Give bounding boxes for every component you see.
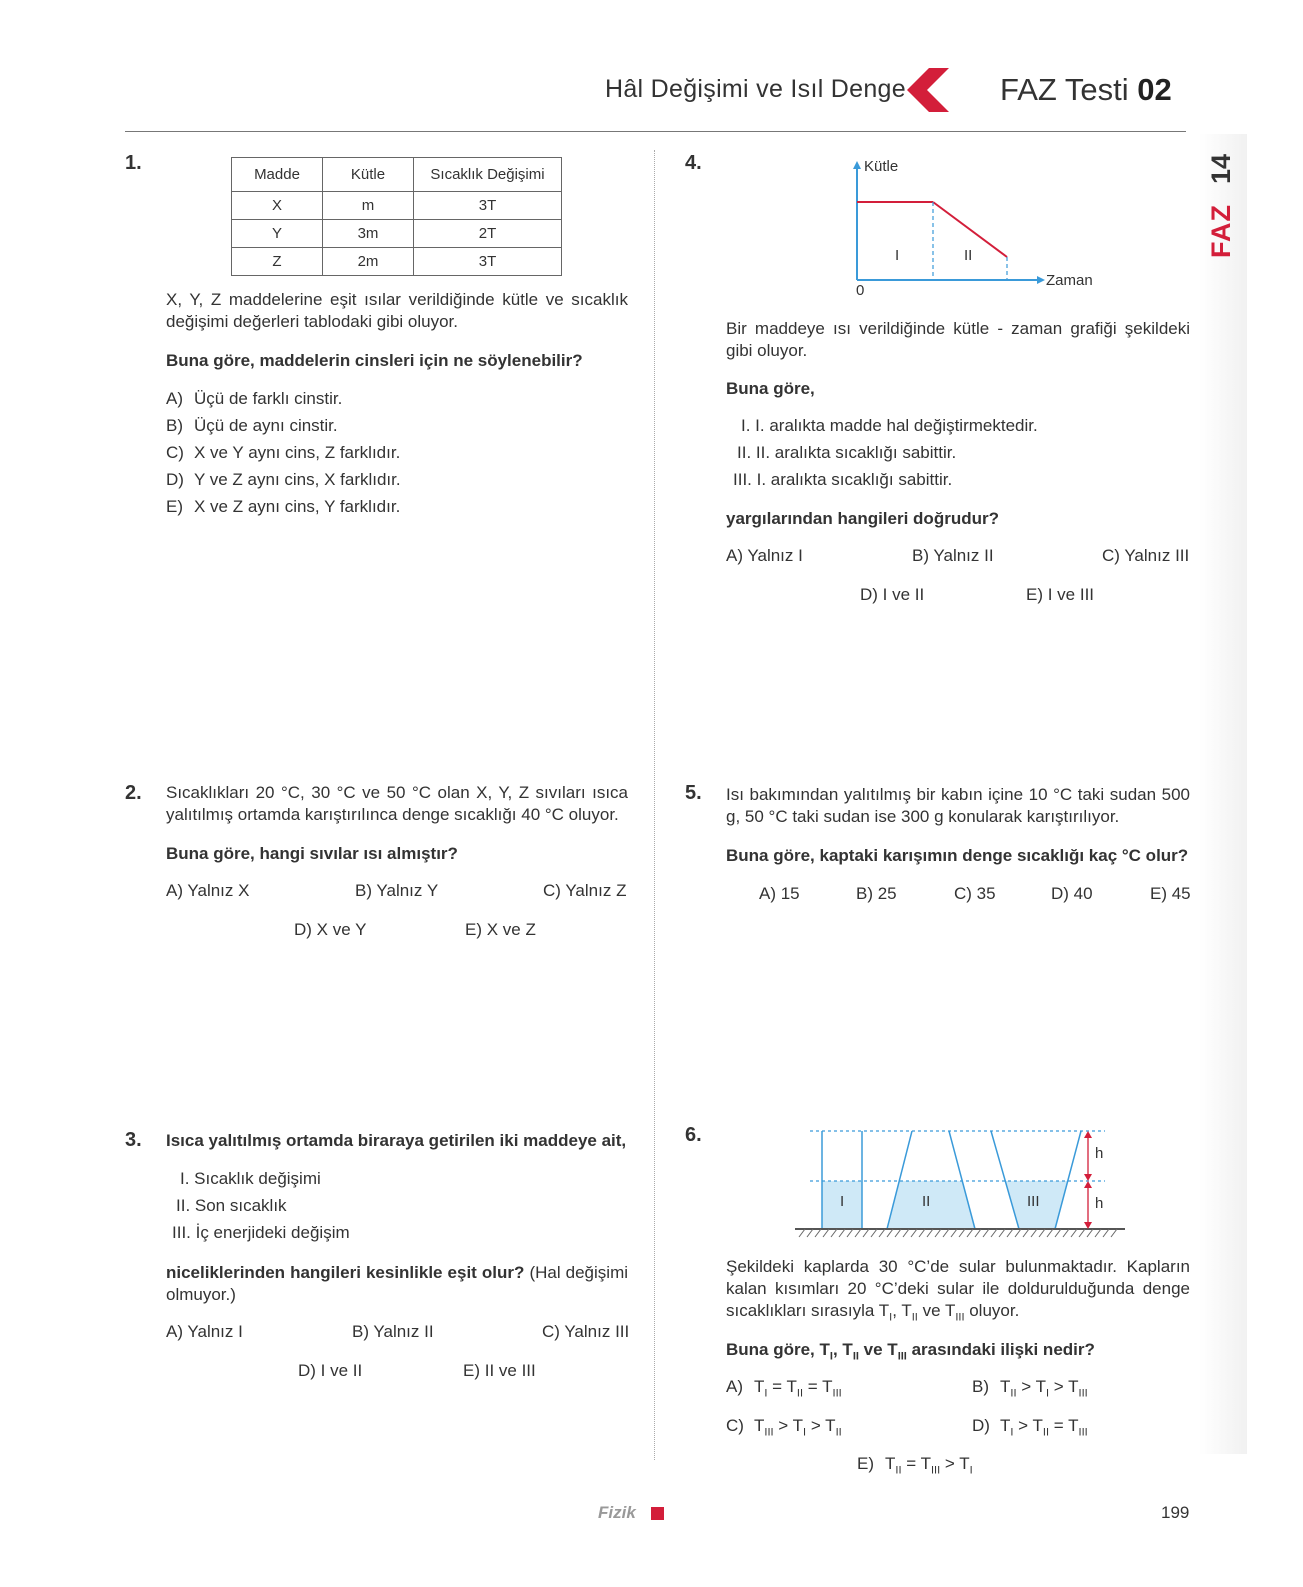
- question-5-number: 5.: [685, 782, 702, 804]
- q6-h-bottom-label: h: [1095, 1195, 1104, 1212]
- table-cell: Y: [232, 220, 323, 248]
- q2-option-e[interactable]: E) X ve Z: [465, 920, 536, 939]
- q6-h-top-label: h: [1095, 1145, 1104, 1162]
- q3-option-b[interactable]: B) Yalnız II: [352, 1322, 434, 1341]
- q3-item-1: I. Sıcaklık değişimi: [180, 1169, 321, 1188]
- q4-item-2: II. II. aralıkta sıcaklığı sabittir.: [737, 443, 957, 462]
- table-cell: 2T: [414, 220, 562, 248]
- q4-option-a[interactable]: A) Yalnız I: [726, 546, 803, 565]
- q6-containers-figure: [795, 1125, 1150, 1240]
- q4-item-1: I. I. aralıkta madde hal değiştirmektedir.: [741, 416, 1038, 435]
- q4-region-1-label: I: [895, 247, 900, 264]
- q1-option-b[interactable]: B) Üçü de aynı cinstir.: [166, 416, 338, 435]
- q6-container-3-label: III: [1027, 1193, 1040, 1210]
- q4-item-3: III. I. aralıkta sıcaklığı sabittir.: [733, 470, 953, 489]
- q6-container-2-label: II: [922, 1193, 931, 1210]
- table-header: Sıcaklık Değişimi: [414, 158, 562, 192]
- table-cell: 3m: [323, 220, 414, 248]
- table-cell: m: [323, 192, 414, 220]
- q3-option-c[interactable]: C) Yalnız III: [542, 1322, 630, 1341]
- q6-option-a[interactable]: A) $T_I = T_{II} = T_{III}$: [726, 1377, 842, 1400]
- table-row: [232, 220, 562, 248]
- q5-option-c[interactable]: C) 35: [954, 884, 996, 903]
- q6-option-d[interactable]: D) $T_I > T_{II} = T_{III}$: [972, 1416, 1088, 1439]
- q5-option-a[interactable]: A) 15: [759, 884, 800, 903]
- q3-option-a[interactable]: A) Yalnız I: [166, 1322, 243, 1341]
- chapter-subtitle: Hâl Değişimi ve Isıl Denge: [605, 75, 906, 103]
- q3-question: [166, 1262, 628, 1306]
- table-header-row: [232, 158, 562, 192]
- page-number: 199: [1161, 1503, 1190, 1522]
- table-row: [232, 248, 562, 276]
- q2-option-c[interactable]: C) Yalnız Z: [543, 881, 627, 900]
- test-number: 02: [1137, 72, 1172, 107]
- q3-option-e[interactable]: E) II ve III: [463, 1361, 536, 1380]
- table-cell: X: [232, 192, 323, 220]
- q3-question-note: (Hal değişimi olmuyor.): [166, 1263, 629, 1304]
- footer-square-icon: [651, 1507, 664, 1520]
- q6-question: Buna göre, $T_I$, $T_{II}$ ve $T_{III}$ arasındaki ilişki nedir?: [726, 1340, 1095, 1363]
- question-6-number: 6.: [685, 1124, 702, 1146]
- q3-item-3: III. İç enerjideki değişim: [172, 1223, 350, 1242]
- q1-text: X, Y, Z maddelerine eşit ısılar verildiğinde kütle ve sıcaklık değişimi değerleri tablodaki gibi oluyor.: [166, 290, 628, 331]
- question-2-number: 2.: [125, 782, 142, 804]
- q1-option-c[interactable]: C) X ve Y aynı cins, Z farklıdır.: [166, 443, 401, 462]
- q3-question-bold: niceliklerinden hangileri kesinlikle eşit olur?: [166, 1263, 525, 1282]
- table-cell: Z: [232, 248, 323, 276]
- q6-container-1-label: I: [840, 1193, 845, 1210]
- test-title: [1000, 72, 1172, 108]
- chevron-logo-icon: [905, 66, 951, 114]
- question-3-number: 3.: [125, 1129, 142, 1151]
- q1-option-d[interactable]: D) Y ve Z aynı cins, X farklıdır.: [166, 470, 401, 489]
- q4-region-2-label: II: [964, 247, 973, 264]
- q6-option-e[interactable]: E) $T_{II} = T_{III} > T_I$: [857, 1454, 973, 1477]
- side-tab: [1199, 134, 1247, 1454]
- test-label: FAZ Testi: [1000, 72, 1129, 107]
- q4-option-b[interactable]: B) Yalnız II: [912, 546, 994, 565]
- q6-option-b[interactable]: B) $T_{II} > T_I > T_{III}$: [972, 1377, 1088, 1400]
- table-header: Kütle: [323, 158, 414, 192]
- q6-option-c[interactable]: C) $T_{III} > T_I > T_{II}$: [726, 1416, 842, 1439]
- q4-x-axis-label: Zaman: [1046, 272, 1093, 289]
- footer-subject: Fizik: [598, 1503, 636, 1522]
- q4-question: yargılarından hangileri doğrudur?: [726, 509, 999, 528]
- table-cell: 3T: [414, 192, 562, 220]
- q3-intro: Isıca yalıtılmış ortamda biraraya getirilen iki maddeye ait,: [166, 1131, 627, 1150]
- q5-option-d[interactable]: D) 40: [1051, 884, 1093, 903]
- q3-option-d[interactable]: D) I ve II: [298, 1361, 363, 1380]
- side-logo: FAZ: [1206, 204, 1236, 258]
- q1-option-a[interactable]: A) Üçü de farklı cinstir.: [166, 389, 343, 408]
- q2-option-a[interactable]: A) Yalnız X: [166, 881, 250, 900]
- q1-option-e[interactable]: E) X ve Z aynı cins, Y farklıdır.: [166, 497, 401, 516]
- header-rule: [125, 131, 1186, 132]
- q4-y-axis-label: Kütle: [864, 158, 899, 175]
- q3-item-2: II. Son sıcaklık: [176, 1196, 287, 1215]
- q4-text: Bir maddeye ısı verildiğinde kütle - zaman grafiği şekildeki gibi oluyor.: [726, 319, 1190, 360]
- q2-text: Sıcaklıkları 20 °C, 30 °C ve 50 °C olan X, Y, Z sıvıları ısıca yalıtılmış ortamda karıştırılınca denge sıcaklığı 40 °C oluyor.: [166, 783, 628, 824]
- q6-text: Şekildeki kaplarda 30 °C’de sular bulunmaktadır. Kapların kalan kısımları 20 °C’deki sular ile doldurulduğunda denge sıcaklıkları sırasıyla $T_I$, $T_{II}$ ve $T_{III}$ oluyor.: [726, 1257, 1190, 1324]
- q2-option-b[interactable]: B) Yalnız Y: [355, 881, 439, 900]
- q5-option-b[interactable]: B) 25: [856, 884, 897, 903]
- q4-option-c[interactable]: C) Yalnız III: [1102, 546, 1190, 565]
- q4-option-e[interactable]: E) I ve III: [1026, 585, 1095, 604]
- q2-question: Buna göre, hangi sıvılar ısı almıştır?: [166, 844, 458, 863]
- q1-question: Buna göre, maddelerin cinsleri için ne söylenebilir?: [166, 351, 583, 370]
- q4-option-d[interactable]: D) I ve II: [860, 585, 925, 604]
- q1-table: [231, 157, 562, 276]
- column-divider: [654, 150, 655, 1460]
- table-header: Madde: [232, 158, 323, 192]
- question-1-number: 1.: [125, 152, 142, 174]
- q5-question: Buna göre, kaptaki karışımın denge sıcaklığı kaç °C olur?: [726, 846, 1189, 865]
- table-row: [232, 192, 562, 220]
- table-cell: 2m: [323, 248, 414, 276]
- table-cell: 3T: [414, 248, 562, 276]
- q5-text: Isı bakımından yalıtılmış bir kabın içine 10 °C taki sudan 500 g, 50 °C taki sudan ise 300 g konularak karıştırılıyor.: [726, 785, 1190, 826]
- question-4-number: 4.: [685, 152, 702, 174]
- q4-lead: Buna göre,: [726, 379, 815, 398]
- q5-option-e[interactable]: E) 45: [1150, 884, 1191, 903]
- q2-option-d[interactable]: D) X ve Y: [294, 920, 367, 939]
- side-number: 14: [1206, 153, 1236, 185]
- q4-origin-label: 0: [856, 282, 865, 299]
